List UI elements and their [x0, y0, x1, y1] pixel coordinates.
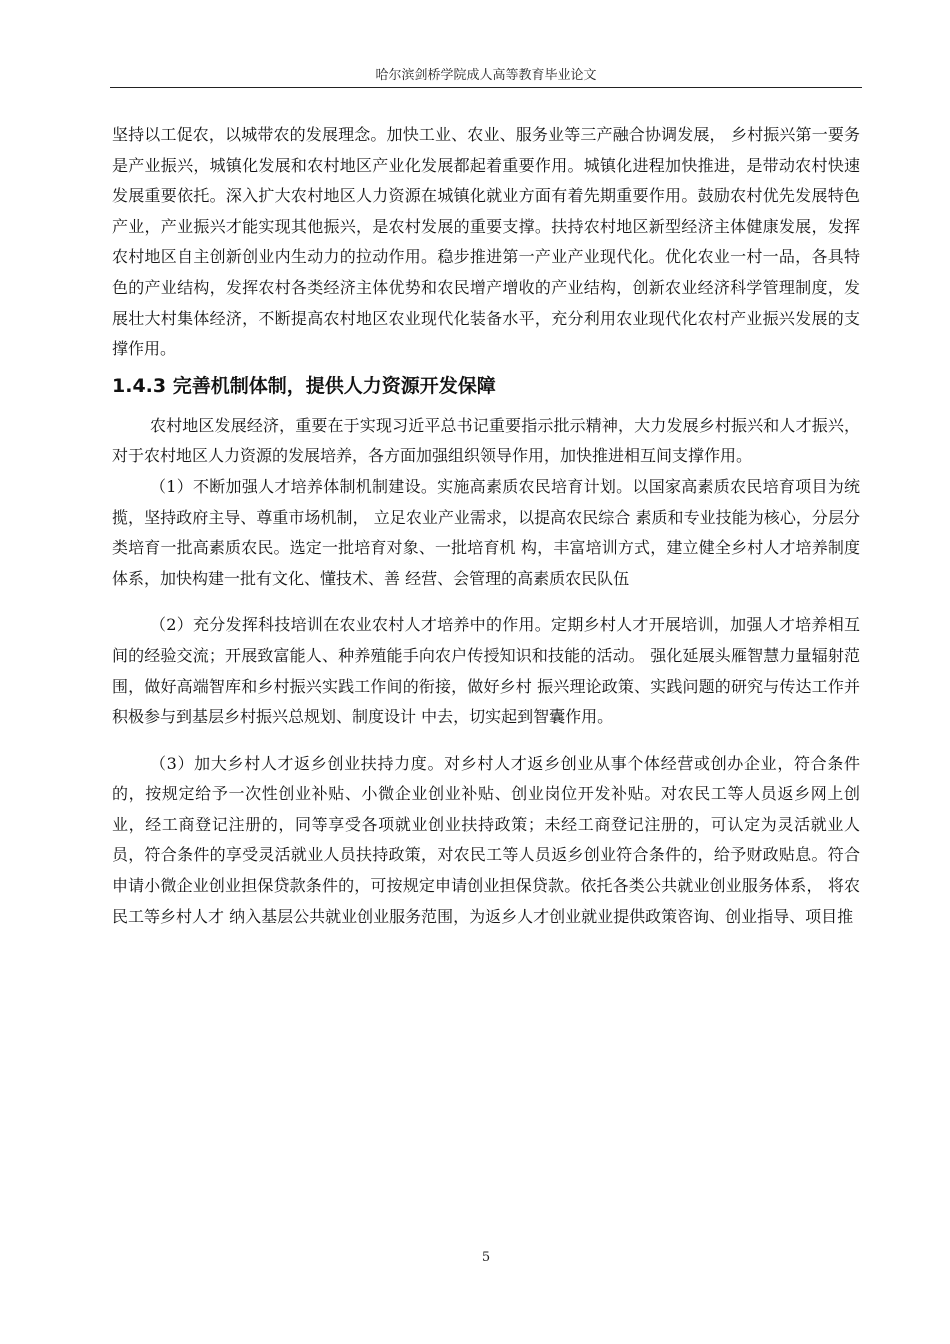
- intro-paragraph: 坚持以工促农，以城带农的发展理念。加快工业、农业、服务业等三产融合协调发展， 乡村振兴第一要务是产业振兴，城镇化发展和农村地区产业化发展都起着重要作用。城镇化进程加快推进，是带动农村快速发展重要依托。深入扩大农村地区人力资源在城镇化就业方面有着先期重要作用。鼓励农村优先发展特色产业，产业振兴才能实现其他振兴，是农村发展的重要支撑。扶持农村地区新型经济主体健康发展，发挥农村地区自主创新创业内生动力的拉动作用。稳步推进第一产业产业现代化。优化农业一村一品，各具特色的产业结构，发挥农村各类经济主体优势和农民增产增收的产业结构，创新农业经济科学管理制度，发展壮大村集体经济，不断提高农村地区农业现代化装备水平，充分利用农业现代化农村产业振兴发展的支撑作用。: [112, 125, 860, 359]
- list-item-2: （2）充分发挥科技培训在农业农村人才培养中的作用。定期乡村人才开展培训，加强人才培养相互间的经验交流；开展致富能人、种养殖能手向农户传授知识和技能的活动。 强化延展头雁智慧力量辐射范围，做好高端智库和乡村振兴实践工作间的衔接，做好乡村 振兴理论政策、实践问题的研究与传达工作并积极参与到基层乡村振兴总规划、制度设计 中去，切实起到智囊作用。: [112, 615, 860, 727]
- page-number: 5: [481, 1250, 491, 1265]
- list-item-3: （3）加大乡村人才返乡创业扶持力度。对乡村人才返乡创业从事个体经营或创办企业，符合条件的，按规定给予一次性创业补贴、小微企业创业补贴、创业岗位开发补贴。对农民工等人员返乡网上创业，经工商登记注册的，同等享受各项就业创业扶持政策；未经工商登记注册的，可认定为灵活就业人员，符合条件的享受灵活就业人员扶持政策，对农民工等人员返乡创业符合条件的，给予财政贴息。符合申请小微企业创业担保贷款条件的，可按规定申请创业担保贷款。依托各类公共就业创业服务体系， 将农民工等乡村人才 纳入基层公共就业创业服务范围，为返乡人才创业就业提供政策咨询、创业指导、项目推: [112, 753, 860, 926]
- page-content: [112, 120, 860, 932]
- paragraph-spacer: [112, 594, 860, 610]
- paragraph-spacer: [112, 733, 860, 749]
- list-item-1: （1）不断加强人才培养体制机制建设。实施高素质农民培育计划。以国家高素质农民培育项目为统揽，坚持政府主导、尊重市场机制， 立足农业产业需求，以提高农民综合 素质和专业技能为核心，分层分类培育一批高素质农民。选定一批培育对象、一批培育机 构，丰富培训方式，建立健全乡村人才培养制度体系，加快构建一批有文化、懂技术、善 经营、会管理的高素质农民队伍: [112, 476, 860, 588]
- header-divider: [110, 87, 862, 88]
- section-paragraph: 农村地区发展经济，重要在于实现习近平总书记重要指示批示精神，大力发展乡村振兴和人才振兴，对于农村地区人力资源的发展培养，各方面加强组织领导作用，加快推进相互间支撑作用。: [112, 415, 860, 466]
- section-heading: 1.4.3 完善机制体制，提供人力资源开发保障: [112, 374, 496, 397]
- page-header-title: 哈尔滨剑桥学院成人高等教育毕业论文: [375, 68, 597, 83]
